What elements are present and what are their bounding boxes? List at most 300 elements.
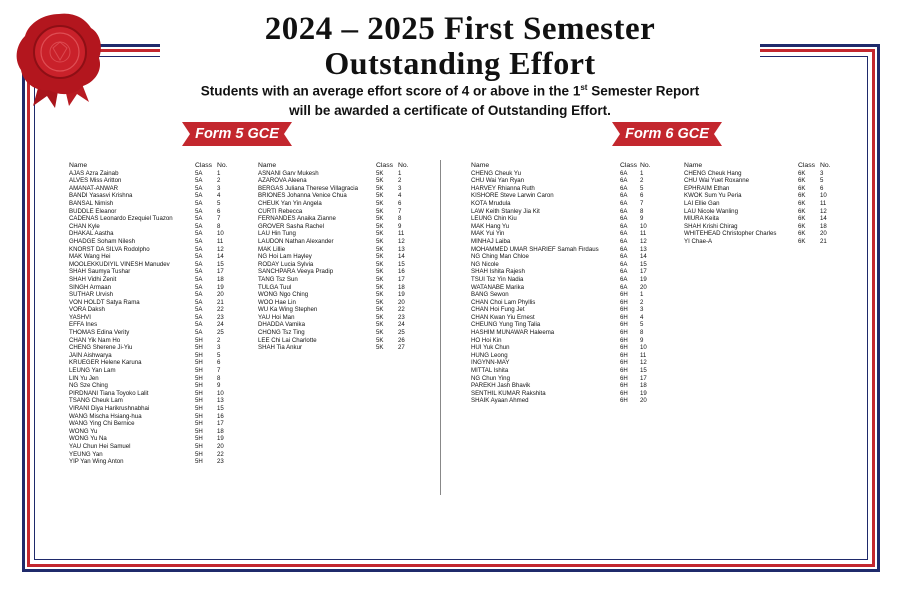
student-number: 11	[398, 230, 405, 238]
student-name: LEUNG Chin Kiu	[471, 215, 517, 223]
student-row	[258, 170, 418, 178]
student-class: 5A	[195, 169, 203, 177]
subtitle-sup: st	[580, 83, 588, 92]
student-class: 5K	[376, 192, 384, 200]
student-column	[69, 162, 237, 466]
student-class: 5K	[376, 245, 384, 253]
student-class: 5K	[376, 237, 384, 245]
student-number: 12	[640, 237, 647, 245]
student-name: SUTHAR Urvish	[69, 291, 114, 299]
student-name: GROVER Sasha Rachel	[258, 222, 325, 230]
student-number: 6	[398, 199, 402, 207]
student-class: 5K	[376, 199, 384, 207]
student-name: LAUDON Nathan Alexander	[258, 237, 334, 245]
student-class: 5H	[195, 412, 203, 420]
number-header: No.	[398, 162, 409, 169]
student-class: 5A	[195, 283, 203, 291]
class-header: Class	[620, 162, 637, 169]
student-name: CHAN Choi Lam Phyllis	[471, 298, 536, 306]
form5-banner	[182, 122, 292, 146]
student-column	[471, 162, 660, 405]
student-number: 18	[217, 427, 224, 435]
student-name: JAIN Aishwarya	[69, 351, 112, 359]
student-number: 10	[640, 222, 647, 230]
student-number: 23	[217, 458, 224, 466]
student-name: NG Chun Ying	[471, 374, 510, 382]
student-name: AMANAT-ANWAR	[69, 184, 119, 192]
student-class: 6A	[620, 177, 628, 185]
student-number: 3	[398, 184, 402, 192]
name-header: Name	[471, 162, 490, 169]
student-class: 5H	[195, 374, 203, 382]
student-class: 5A	[195, 268, 203, 276]
student-row	[69, 170, 237, 178]
student-number: 13	[640, 245, 647, 253]
student-class: 5K	[376, 268, 384, 276]
student-class: 6K	[798, 237, 806, 245]
student-row	[258, 344, 418, 352]
student-number: 14	[217, 253, 224, 261]
student-number: 5	[217, 199, 221, 207]
student-class: 5A	[195, 184, 203, 192]
student-name: SHAH Tia Ankur	[258, 344, 303, 352]
student-name: NG Hoi Lam Hayley	[258, 253, 312, 261]
student-number: 11	[640, 230, 647, 238]
student-number: 16	[217, 412, 224, 420]
student-number: 11	[820, 199, 827, 207]
student-row	[69, 177, 237, 185]
student-name: WONG Yu	[69, 427, 98, 435]
student-number: 20	[217, 442, 224, 450]
student-name: SENTHIL KUMAR Rakshita	[471, 389, 546, 397]
student-number: 1	[398, 169, 402, 177]
student-number: 24	[398, 321, 405, 329]
student-number: 5	[640, 321, 644, 329]
student-class: 6H	[620, 298, 628, 306]
student-name: WONG Ngo Ching	[258, 291, 309, 299]
student-number: 12	[217, 245, 224, 253]
student-class: 5H	[195, 435, 203, 443]
student-number: 20	[820, 230, 827, 238]
student-class: 6A	[620, 245, 628, 253]
student-number: 11	[217, 237, 224, 245]
column-header	[684, 162, 840, 170]
student-name: YI Chae-A	[684, 237, 713, 245]
student-name: SHAH Ishita Rajesh	[471, 268, 525, 276]
student-row	[471, 185, 660, 193]
student-number: 23	[217, 313, 224, 321]
student-row	[684, 238, 840, 246]
student-class: 5K	[376, 336, 384, 344]
student-number: 15	[217, 405, 224, 412]
student-class: 5K	[376, 306, 384, 314]
student-name: LAW Keith Stanley Jia Kit	[471, 207, 540, 215]
student-name: SHAH Krishi Chirag	[684, 222, 738, 230]
subtitle-line1-end: Semester Report	[587, 83, 700, 99]
student-class: 5H	[195, 336, 203, 344]
student-row	[471, 329, 660, 337]
student-class: 5K	[376, 329, 384, 337]
student-name: WONG Yu Na	[69, 435, 107, 443]
student-row	[471, 253, 660, 261]
student-number: 15	[640, 367, 647, 375]
student-name: TANG Tsz Sun	[258, 275, 298, 283]
student-row	[258, 200, 418, 208]
student-number: 20	[640, 283, 647, 291]
student-name: BRIONES Johanna Venice Chua	[258, 192, 347, 200]
student-name: VON HOLDT Satya Rama	[69, 298, 140, 306]
student-row	[69, 382, 237, 390]
student-row	[471, 344, 660, 352]
student-class: 5A	[195, 177, 203, 185]
student-class: 5A	[195, 321, 203, 329]
student-class: 5H	[195, 450, 203, 458]
student-name: HARVEY Rhianna Ruth	[471, 184, 535, 192]
student-row	[69, 443, 237, 451]
student-class: 5H	[195, 405, 203, 412]
student-row	[69, 185, 237, 193]
student-name: PAREKH Jash Bhavik	[471, 382, 531, 390]
student-row	[69, 314, 237, 322]
student-class: 6H	[620, 291, 628, 299]
student-class: 6H	[620, 344, 628, 352]
student-row	[69, 329, 237, 337]
student-class: 6H	[620, 359, 628, 367]
student-name: HUNG Leong	[471, 351, 508, 359]
student-number: 6	[640, 192, 644, 200]
student-name: CADENAS Leonardo Ezequiel Tuazon	[69, 215, 173, 223]
student-number: 19	[640, 389, 647, 397]
student-row	[471, 284, 660, 292]
student-class: 6H	[620, 336, 628, 344]
student-number: 2	[640, 298, 644, 306]
student-name: EFFA Ines	[69, 321, 98, 329]
student-name: LAU Hin Tung	[258, 230, 296, 238]
student-number: 1	[217, 169, 221, 177]
student-row	[258, 261, 418, 269]
student-number: 26	[398, 336, 405, 344]
student-class: 6H	[620, 329, 628, 337]
student-name: KISHORE Steve Larwin Caron	[471, 192, 554, 200]
student-class: 5A	[195, 199, 203, 207]
student-row	[69, 215, 237, 223]
class-header: Class	[195, 162, 212, 169]
student-number: 12	[820, 207, 827, 215]
column-divider	[440, 160, 441, 495]
student-row	[471, 375, 660, 383]
student-class: 5H	[195, 397, 203, 405]
student-name: BANDI Yasasvi Krishna	[69, 192, 133, 200]
student-row	[471, 261, 660, 269]
student-number: 9	[398, 222, 402, 230]
number-header: No.	[640, 162, 651, 169]
student-class: 6H	[620, 374, 628, 382]
student-name: DHADDA Vamika	[258, 321, 305, 329]
student-row	[471, 314, 660, 322]
student-class: 5K	[376, 298, 384, 306]
student-row	[69, 246, 237, 254]
form6-banner	[612, 122, 722, 146]
student-row	[471, 390, 660, 398]
student-number: 13	[398, 245, 405, 253]
student-row	[471, 208, 660, 216]
student-class: 6A	[620, 222, 628, 230]
name-header: Name	[684, 162, 703, 169]
student-class: 6A	[620, 253, 628, 261]
student-name: MITTAL Ishita	[471, 367, 509, 375]
student-name: BANSAL Nimish	[69, 199, 114, 207]
student-number: 9	[217, 382, 221, 390]
student-name: MAK Wang Hei	[69, 253, 111, 261]
student-class: 5H	[195, 367, 203, 375]
wax-seal-icon	[3, 8, 115, 108]
student-number: 3	[217, 344, 221, 352]
student-row	[684, 177, 840, 185]
student-class: 6H	[620, 313, 628, 321]
student-row	[471, 170, 660, 178]
student-number: 2	[640, 177, 644, 185]
student-number: 12	[640, 359, 647, 367]
student-class: 5K	[376, 344, 384, 352]
student-number: 3	[820, 169, 824, 177]
student-class: 6K	[798, 177, 806, 185]
student-row	[69, 299, 237, 307]
student-row	[471, 352, 660, 360]
student-number: 7	[398, 207, 402, 215]
student-class: 6K	[798, 222, 806, 230]
student-row	[471, 215, 660, 223]
student-row	[471, 397, 660, 405]
student-name: CHU Wai Yuet Roxanne	[684, 177, 750, 185]
student-row	[258, 291, 418, 299]
student-name: CHENG Sherene Ji-Yiu	[69, 344, 133, 352]
student-row	[258, 306, 418, 314]
student-name: CHAN Yik Nam Ho	[69, 336, 121, 344]
name-header: Name	[69, 162, 88, 169]
student-row	[471, 268, 660, 276]
student-row	[69, 306, 237, 314]
student-number: 10	[820, 192, 827, 200]
student-number: 1	[640, 291, 644, 299]
student-class: 5A	[195, 275, 203, 283]
student-class: 5A	[195, 207, 203, 215]
student-row	[258, 321, 418, 329]
student-name: THOMAS Edina Verity	[69, 329, 130, 337]
student-class: 5H	[195, 389, 203, 397]
student-name: INGYNN-MAY	[471, 359, 510, 367]
student-row	[69, 253, 237, 261]
student-number: 21	[217, 298, 224, 306]
student-name: TSUI Tsz Yin Nadia	[471, 275, 524, 283]
title-block	[160, 10, 760, 79]
student-row	[258, 230, 418, 238]
title-outstanding-effort: Outstanding Effort	[316, 48, 603, 78]
student-class: 5H	[195, 458, 203, 466]
student-number: 25	[398, 329, 405, 337]
student-class: 5K	[376, 215, 384, 223]
student-name: MAK Yui Yin	[471, 230, 505, 238]
student-number: 18	[820, 222, 827, 230]
student-class: 5K	[376, 177, 384, 185]
student-class: 6H	[620, 397, 628, 405]
student-name: CHAN Kyle	[69, 222, 100, 230]
student-row	[258, 299, 418, 307]
student-row	[471, 246, 660, 254]
student-row	[258, 215, 418, 223]
student-name: CHONG Tsz Ting	[258, 329, 305, 337]
student-row	[471, 223, 660, 231]
student-number: 8	[217, 222, 221, 230]
student-row	[69, 238, 237, 246]
student-row	[471, 200, 660, 208]
student-name: YASHVI	[69, 313, 91, 321]
student-number: 5	[640, 184, 644, 192]
student-row	[684, 215, 840, 223]
student-row	[258, 276, 418, 284]
student-class: 6K	[798, 207, 806, 215]
student-number: 17	[640, 374, 647, 382]
student-row	[69, 337, 237, 345]
student-number: 10	[217, 230, 224, 238]
student-name: HUI Yuk Chun	[471, 344, 510, 352]
student-number: 3	[217, 184, 221, 192]
student-class: 5K	[376, 275, 384, 283]
student-name: CHAN Kwan Yiu Ernest	[471, 313, 535, 321]
student-number: 22	[217, 306, 224, 314]
student-name: FERNANDES Anaika Zianne	[258, 215, 336, 223]
student-row	[471, 359, 660, 367]
student-name: MAK Hang Yu	[471, 222, 510, 230]
student-class: 6H	[620, 382, 628, 390]
number-header: No.	[820, 162, 831, 169]
student-row	[69, 397, 237, 405]
student-number: 11	[640, 351, 647, 359]
student-row	[69, 435, 237, 443]
student-name: LEE Chi Lai Charlotte	[258, 336, 317, 344]
student-class: 6K	[798, 192, 806, 200]
student-class: 5A	[195, 298, 203, 306]
student-number: 7	[217, 367, 221, 375]
student-row	[258, 223, 418, 231]
class-header: Class	[798, 162, 815, 169]
student-number: 19	[217, 283, 224, 291]
student-name: YAU Chun Hei Samuel	[69, 442, 131, 450]
student-class: 5A	[195, 222, 203, 230]
student-row	[471, 367, 660, 375]
student-name: CHEUNG Yung Ting Talia	[471, 321, 541, 329]
student-number: 14	[640, 253, 647, 261]
student-row	[684, 200, 840, 208]
student-number: 15	[398, 260, 405, 268]
student-row	[258, 246, 418, 254]
student-class: 5A	[195, 260, 203, 268]
student-row	[684, 185, 840, 193]
student-number: 10	[640, 344, 647, 352]
student-number: 17	[217, 420, 224, 428]
student-class: 5K	[376, 169, 384, 177]
student-name: LIN Yu Jen	[69, 374, 99, 382]
student-name: WHITEHEAD Christopher Charles	[684, 230, 777, 238]
student-name: SHAIK Ayaan Ahmed	[471, 397, 529, 405]
student-name: CHU Wai Yan Ryan	[471, 177, 525, 185]
student-name: MAK Lillie	[258, 245, 286, 253]
student-row	[69, 359, 237, 367]
student-class: 6H	[620, 351, 628, 359]
student-number: 17	[217, 268, 224, 276]
student-class: 5A	[195, 306, 203, 314]
number-header: No.	[217, 162, 228, 169]
student-class: 5H	[195, 351, 203, 359]
student-class: 5A	[195, 313, 203, 321]
student-row	[258, 268, 418, 276]
student-class: 5K	[376, 283, 384, 291]
student-row	[258, 185, 418, 193]
student-name: VIRANI Diya Harikrushnabhai	[69, 405, 150, 412]
student-row	[69, 276, 237, 284]
student-row	[471, 306, 660, 314]
student-row	[471, 337, 660, 345]
student-class: 5A	[195, 329, 203, 337]
student-number: 14	[820, 215, 827, 223]
student-row	[69, 375, 237, 383]
student-name: ALVES Miss Aritton	[69, 177, 122, 185]
student-class: 6K	[798, 184, 806, 192]
student-number: 6	[217, 207, 221, 215]
student-name: DHAKAL Aastha	[69, 230, 114, 238]
student-row	[471, 276, 660, 284]
student-name: LAI Ellie Gan	[684, 199, 720, 207]
title-year-semester: 2024 – 2025 First Semester	[264, 11, 656, 47]
student-row	[69, 200, 237, 208]
student-class: 6K	[798, 199, 806, 207]
student-number: 20	[398, 298, 405, 306]
student-row	[69, 192, 237, 200]
student-number: 7	[217, 215, 221, 223]
student-row	[471, 321, 660, 329]
student-class: 6K	[798, 169, 806, 177]
student-name: CHENG Cheuk Hang	[684, 169, 742, 177]
student-name: WANG Ying Chi Bernice	[69, 420, 135, 428]
student-row	[684, 192, 840, 200]
student-number: 2	[217, 177, 221, 185]
student-number: 23	[398, 313, 405, 321]
student-row	[69, 261, 237, 269]
student-number: 18	[640, 382, 647, 390]
student-name: SHAH Saumya Tushar	[69, 268, 131, 276]
student-class: 6K	[798, 230, 806, 238]
student-number: 15	[217, 260, 224, 268]
student-name: TSANG Cheuk Lam	[69, 397, 123, 405]
student-name: CHEUK Yan Yin Angela	[258, 199, 322, 207]
student-class: 6A	[620, 230, 628, 238]
student-row	[69, 413, 237, 421]
student-row	[69, 230, 237, 238]
student-class: 5H	[195, 382, 203, 390]
student-row	[69, 352, 237, 360]
student-name: YAU Hoi Man	[258, 313, 295, 321]
student-name: BERGAS Juliana Therese Villagracia	[258, 184, 359, 192]
student-number: 19	[398, 291, 405, 299]
student-row	[69, 458, 237, 466]
student-class: 5K	[376, 260, 384, 268]
student-row	[69, 367, 237, 375]
student-class: 5K	[376, 253, 384, 261]
student-class: 5A	[195, 291, 203, 299]
student-name: AZAROVA Aleena	[258, 177, 307, 185]
student-number: 12	[398, 237, 405, 245]
student-class: 6A	[620, 260, 628, 268]
student-class: 5K	[376, 321, 384, 329]
